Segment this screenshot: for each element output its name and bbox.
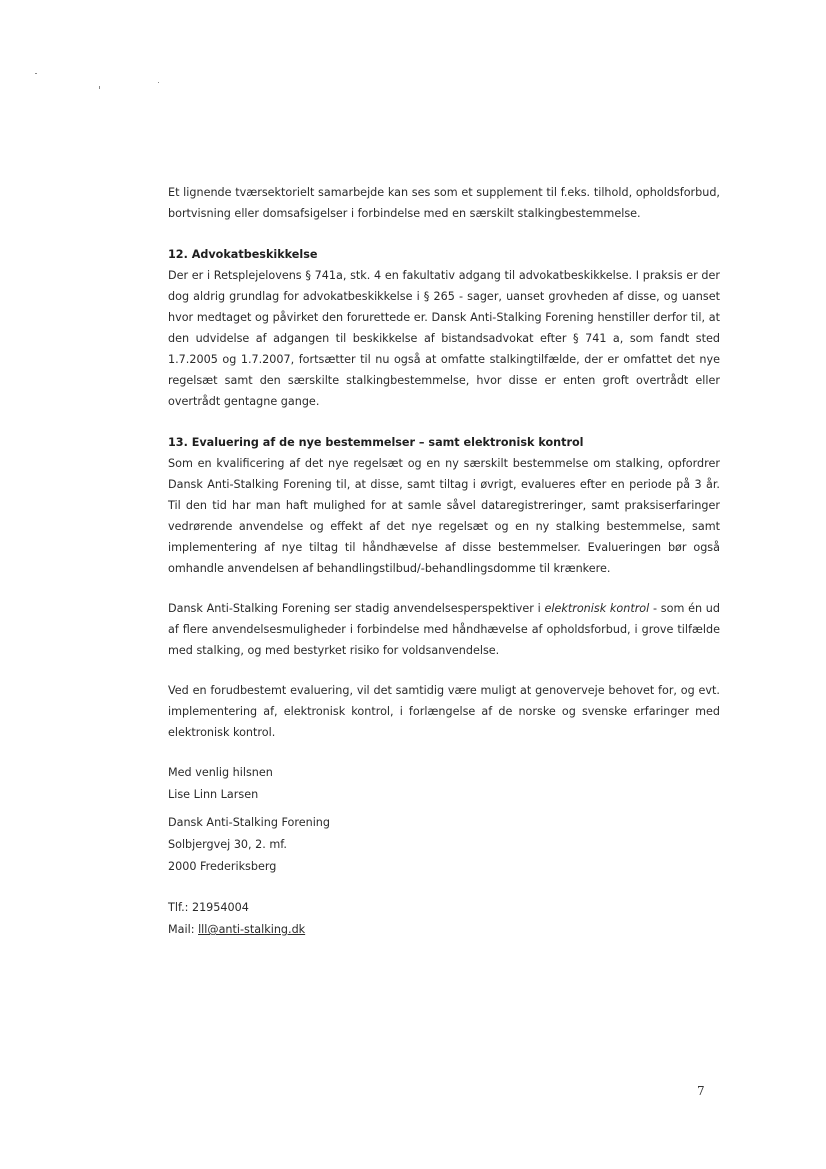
intro-paragraph: Et lignende tværsektorielt samarbejde kan ses som et supplement til f.eks. tilhold, opholdsforbud, bortvisning eller domsafsigelser i forbindelse med en særskilt stalkingbestemmelse.	[168, 186, 720, 220]
paragraph-2-start: Dansk Anti-Stalking Forening ser stadig anvendelsesperspektiver i	[168, 602, 545, 615]
mail-label: Mail:	[168, 923, 199, 936]
signer-name: Lise Linn Larsen	[168, 788, 259, 801]
section-13-heading: 13. Evaluering af de nye bestemmelser – samt elektronisk kontrol	[168, 436, 584, 449]
scan-speck	[99, 86, 100, 89]
address-line-2: 2000 Frederiksberg	[168, 860, 277, 873]
document-body	[168, 182, 720, 941]
scan-speck	[158, 82, 159, 83]
section-12-paragraph: Der er i Retsplejelovens § 741a, stk. 4 en fakultativ adgang til advokatbeskikkelse. I praksis er der dog aldrig grundlag for advokatbeskikkelse i § 265 - sager, uanset grovheden af disse, og uanset hvor medtaget og påvirket den forurettede er. Dansk Anti-Stalking Forening henstiller derfor til, at den udvidelse af adgangen til beskikkelse af bistandsadvokat efter § 741 a, som fandt sted 1.7.2005 og 1.7.2007, fortsætter til nu også at omfatte stalkingtilfælde, der er omfattet det nye regelsæt samt den særskilte stalkingbestemmelse, hvor disse er enten groft overtrådt eller overtrådt gentagne gange.	[168, 269, 720, 408]
section-12-heading: 12. Advokatbeskikkelse	[168, 248, 318, 261]
mail-line	[168, 919, 720, 941]
signer-organization: Dansk Anti-Stalking Forening	[168, 816, 330, 829]
section-13-paragraph-1: Som en kvalificering af det nye regelsæt og en ny særskilt bestemmelse om stalking, opfordrer Dansk Anti-Stalking Forening til, at disse, samt tiltag i øvrigt, evalueres efter en periode på 3 år. Til den tid har man haft mulighed for at samle såvel dataregistreringer, samt praksiserfaringer vedrørende anvendelse og effekt af det nye regelsæt og en ny stalking bestemmelse, samt implementering af nye tiltag til håndhævelse af disse bestemmelser. Evalueringen bør også omhandle anvendelsen af behandlingstilbud/-behandlingsdomme til krænkere.	[168, 457, 720, 575]
closing-greeting: Med venlig hilsnen	[168, 766, 273, 779]
email-link[interactable]: lll@anti-stalking.dk	[198, 923, 306, 936]
scan-speck	[35, 73, 37, 74]
emphasis-electronic-control: elektronisk kontrol	[544, 602, 650, 615]
address-line-1: Solbjergvej 30, 2. mf.	[168, 838, 287, 851]
phone-line: Tlf.: 21954004	[168, 901, 249, 914]
page-number: 7	[697, 1084, 705, 1098]
paragraph-2-end: - som én ud af flere anvendelsesmuligheder i forbindelse med håndhævelse af opholdsforbud, i grove tilfælde med stalking, og med bestyrket risiko for voldsanvendelse.	[168, 602, 720, 657]
section-13-paragraph-2	[168, 598, 720, 661]
section-13-paragraph-3: Ved en forudbestemt evaluering, vil det samtidig være muligt at genoverveje behovet for, og evt. implementering af, elektronisk kontrol, i forlængelse af de norske og svenske erfaringer med elektronisk kontrol.	[168, 684, 720, 739]
